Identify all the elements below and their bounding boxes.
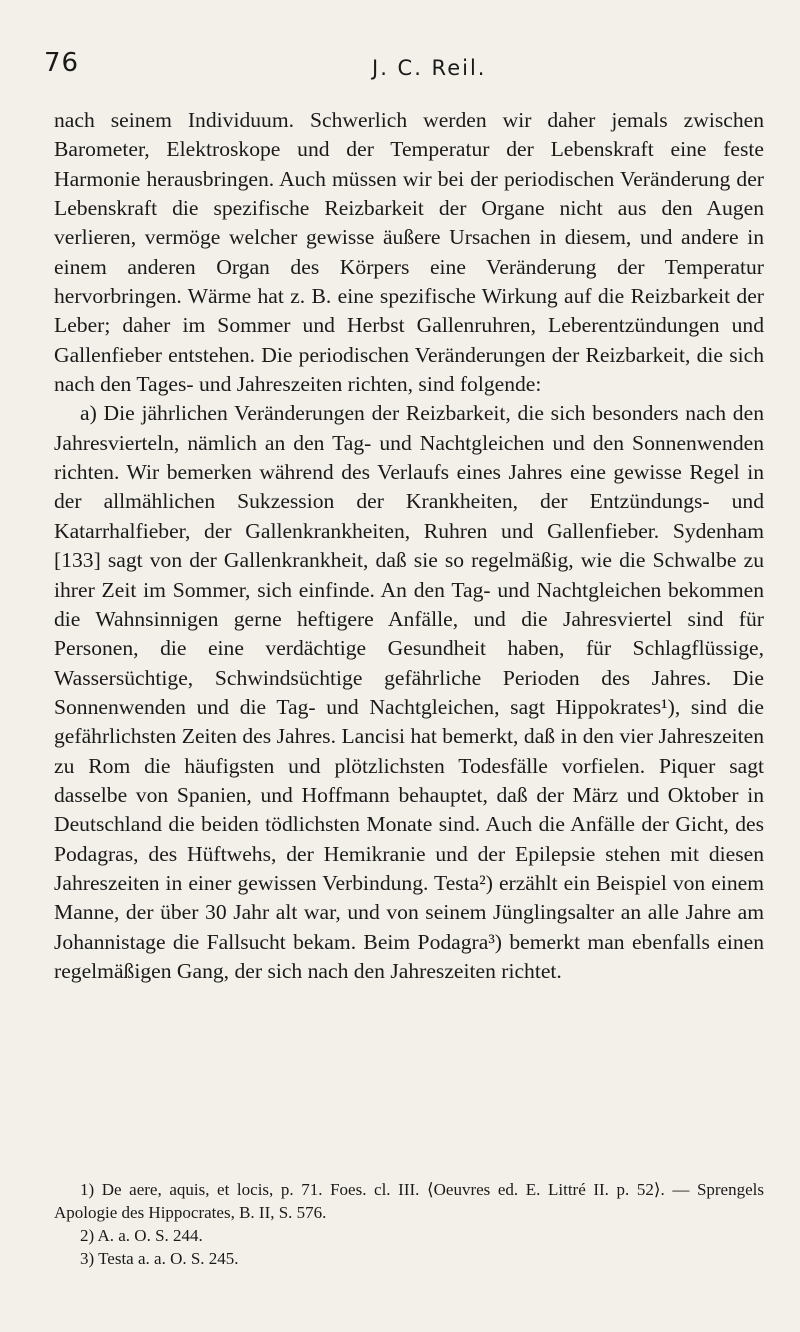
page-number: 76 bbox=[44, 48, 80, 78]
paragraph: a) Die jährlichen Veränderungen der Reizbarkeit, die sich besonders nach den Jahresvierteln, nämlich an den Tag- und Nachtgleichen und den Sonnenwenden richten. Wir bemerken während des Verlaufs eines Jahres eine gewisse Regel in der allmählichen Sukzession der Krankheiten, der Entzündungs- und Katarrhalfieber, der Gallenkrankheiten, Ruhren und Gallenfieber. Sydenham [133] sagt von der Gallenkrankheit, daß sie so regelmäßig, wie die Schwalbe zu ihrer Zeit im Sommer, sich einfinde. An den Tag- und Nachtgleichen bekommen die Wahnsinnigen gerne heftigere Anfälle, und die Jahresviertel sind für Personen, die eine verdächtige Gesundheit haben, für Schlagflüssige, Wassersüchtige, Schwindsüchtige gefährliche Perioden des Jahres. Die Sonnenwenden und die Tag- und Nachtgleichen, sagt Hippokrates¹), sind die gefährlichsten Zeiten des Jahres. Lancisi hat bemerkt, daß in den vier Jahreszeiten zu Rom die häufigsten und plötzlichsten Todesfälle vorfielen. Piquer sagt dasselbe von Spanien, und Hoffmann behauptet, daß der März und Oktober in Deutschland die beiden tödlichsten Monate sind. Auch die Anfälle der Gicht, des Podagras, des Hüftwehs, der Hemikranie und der Epilepsie stehen mit diesen Jahreszeiten in einer gewissen Verbindung. Testa²) erzählt ein Beispiel von einem Manne, der über 30 Jahr alt war, und von seinem Jünglingsalter an alle Jahre am Johannistage die Fallsucht bekam. Beim Podagra³) bemerkt man ebenfalls einen regelmäßigen Gang, der sich nach den Jahreszeiten richtet. bbox=[54, 401, 764, 983]
footnote-2: 2) A. a. O. S. 244. bbox=[80, 1226, 203, 1245]
footnote-3: 3) Testa a. a. O. S. 245. bbox=[80, 1249, 239, 1268]
page-header bbox=[44, 48, 756, 88]
footnote-1: 1) De aere, aquis, et locis, p. 71. Foes. cl. III. ⟨Oeuvres ed. E. Littré II. p. 52⟩. — Sprengels Apologie des Hippocrates, B. II, S. 576. bbox=[54, 1180, 764, 1222]
paragraph: nach seinem Individuum. Schwerlich werden wir daher jemals zwischen Barometer, Elektroskope und der Temperatur der Lebenskraft eine feste Harmonie herausbringen. Auch müssen wir bei der periodischen Veränderung der Lebenskraft die spezifische Reizbarkeit der Organe nicht aus den Augen verlieren, vermöge welcher gewisse äußere Ursachen in diesem, und andere in einem anderen Organ des Körpers eine Veränderung der Temperatur hervorbringen. Wärme hat z. B. eine spezifische Wirkung auf die Reizbarkeit der Leber; daher im Sommer und Herbst Gallenruhren, Leberentzündungen und Gallenfieber entstehen. Die periodischen Veränderungen der Reizbarkeit, die sich nach den Tages- und Jahreszeiten richten, sind folgende: bbox=[54, 108, 764, 397]
main-text bbox=[54, 106, 764, 986]
footnotes bbox=[54, 1178, 764, 1270]
running-head: J. C. Reil. bbox=[372, 56, 487, 80]
